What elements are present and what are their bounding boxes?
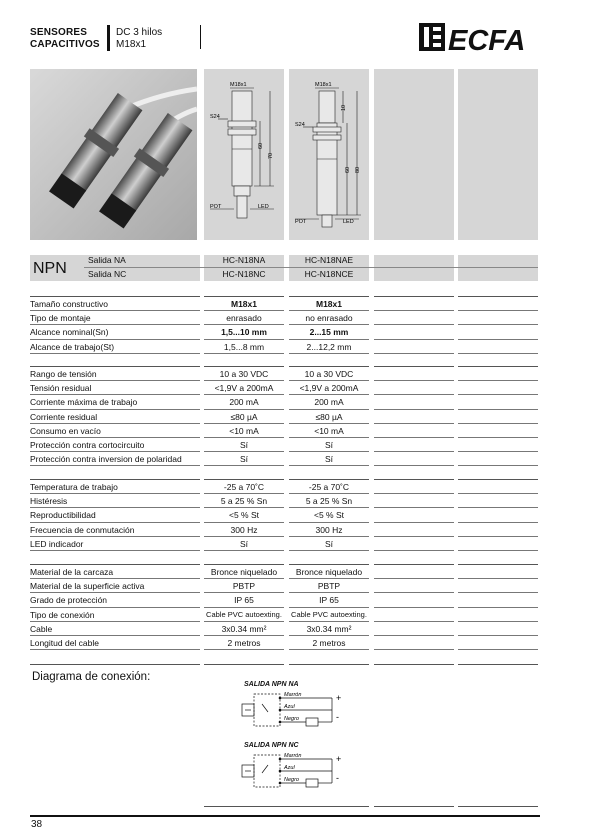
table-rule (458, 451, 538, 452)
model-nc-2: HC-N18NCE (304, 269, 354, 279)
spec-value: 1,5...8 mm (223, 341, 265, 352)
table-rule (374, 310, 454, 311)
na-plus: + (336, 693, 342, 703)
spec-value: <10 mA (314, 425, 344, 436)
table-rule (374, 493, 454, 494)
spec-value: Sí (239, 538, 249, 549)
table-rule (374, 578, 454, 579)
spec-value: 5 a 25 % Sn (305, 496, 353, 507)
nc-wire-brown: Marrón (284, 753, 302, 759)
table-rule (289, 649, 369, 650)
drawing2-led: LED (343, 219, 354, 225)
table-rule (458, 394, 538, 395)
nc-wire-black: Negro (284, 777, 299, 783)
model-na-1: HC-N18NA (222, 255, 266, 265)
drawing-column-4 (458, 69, 538, 240)
spec-label: LED indicador (30, 538, 84, 549)
nc-wire-blue: Azul (284, 765, 295, 771)
nc-plus: + (336, 754, 342, 764)
spec-value: M18x1 (316, 299, 342, 309)
spec-value: ≤80 µA (230, 411, 258, 422)
table-rule (458, 339, 538, 340)
table-rule (458, 664, 538, 665)
spec-value: 200 mA (314, 397, 344, 408)
table-rule (30, 664, 200, 665)
na-wire-brown: Marrón (284, 692, 302, 698)
spec-label: Tipo de conexión (30, 609, 95, 620)
spec-label: Cable (30, 623, 53, 634)
section-subtitle: DC 3 hilos M18x1 (116, 27, 163, 50)
table-rule (458, 353, 538, 354)
table-rule (458, 536, 538, 537)
dimension-drawing-2 (289, 69, 369, 240)
table-rule (374, 353, 454, 354)
table-rule (30, 649, 200, 650)
spec-value: 1,5...10 mm (221, 327, 267, 338)
drawing1-dim-b: 70 (268, 152, 274, 159)
spec-label: Grado de protección (30, 595, 108, 606)
table-rule (30, 465, 200, 466)
spec-value: Sí (324, 538, 334, 549)
diagram-rule-1 (204, 806, 369, 807)
drawing1-thread: M18x1 (230, 82, 247, 88)
table-rule (204, 550, 284, 551)
table-rule (458, 479, 538, 480)
header-divider-thin (200, 25, 201, 49)
output-na-label: Salida NA (88, 255, 126, 265)
table-rule (374, 550, 454, 551)
nc-minus: - (336, 773, 339, 783)
spec-value: 3x0.34 mm² (221, 623, 267, 634)
table-rule (204, 465, 284, 466)
table-rule (374, 394, 454, 395)
spec-value: Sí (239, 440, 249, 450)
header-divider (107, 25, 110, 51)
spec-value: IP 65 (319, 595, 339, 606)
table-rule (374, 621, 454, 622)
table-rule (30, 621, 200, 622)
drawing2-dim-top: 10 (341, 104, 347, 111)
spec-label: Protección contra inversion de polaridad (30, 454, 182, 465)
drawing1-dim-a: 60 (258, 142, 264, 149)
table-rule (374, 564, 454, 565)
table-rule (374, 507, 454, 508)
table-rule (289, 550, 369, 551)
table-rule (374, 649, 454, 650)
table-rule (458, 310, 538, 311)
na-wire-blue: Azul (284, 704, 295, 710)
spec-value: <1,9V a 200mA (299, 383, 359, 394)
spec-value: PBTP (317, 581, 341, 592)
drawing2-nut: S24 (295, 122, 305, 128)
wiring-diagram-na (240, 690, 360, 730)
drawing2-thread: M18x1 (315, 82, 332, 88)
spec-value: Sí (324, 440, 334, 450)
spec-value: <5 % St (313, 510, 344, 521)
table-rule (458, 423, 538, 424)
spec-value: Bronce niquelado (295, 567, 363, 577)
diagram-rule-2 (374, 806, 454, 807)
spec-value: ≤80 µA (315, 411, 343, 422)
spec-label: Rango de tensión (30, 369, 97, 379)
dimension-drawing-1 (204, 69, 284, 240)
footer-rule (30, 815, 540, 817)
table-rule (374, 437, 454, 438)
drawing2-pot: POT (295, 219, 307, 225)
table-rule (458, 324, 538, 325)
spec-value: 2 metros (227, 638, 261, 648)
drawing2-dim-a: 60 (345, 166, 351, 173)
spec-label: Longitud del cable (30, 638, 100, 648)
table-rule (458, 493, 538, 494)
table-rule (374, 664, 454, 665)
spec-value: <1,9V a 200mA (214, 383, 274, 394)
spec-value: Sí (239, 454, 249, 465)
spec-label: Frecuencia de conmutación (30, 524, 135, 535)
table-rule (458, 607, 538, 608)
wiring-diagram-nc (240, 751, 360, 791)
table-rule (374, 423, 454, 424)
table-rule (374, 409, 454, 410)
spec-value: enrasado (226, 313, 262, 324)
spec-label: Consumo en vacío (30, 425, 101, 436)
spec-label: Temperatura de trabajo (30, 482, 118, 492)
table-rule (374, 607, 454, 608)
table-rule (374, 339, 454, 340)
drawing1-pot: POT (210, 204, 222, 210)
table-rule (458, 564, 538, 565)
spec-value: 3x0.34 mm² (306, 623, 352, 634)
spec-value: <5 % St (228, 510, 259, 521)
model-na-2: HC-N18NAE (304, 255, 354, 265)
model-header-col3 (374, 255, 454, 281)
spec-value: M18x1 (231, 299, 257, 309)
na-minus: - (336, 712, 339, 722)
table-rule (30, 550, 200, 551)
spec-value: <10 mA (229, 425, 259, 436)
output-nc-label: Salida NC (88, 269, 127, 279)
spec-value: Cable PVC autoexting. (206, 609, 282, 619)
table-rule (458, 380, 538, 381)
spec-value: PBTP (232, 581, 256, 592)
table-rule (30, 353, 200, 354)
model-nc-1: HC-N18NC (222, 269, 266, 279)
diagram-na-title: SALIDA NPN NA (244, 681, 299, 688)
section-title: SENSORES CAPACITIVOS (30, 27, 100, 50)
table-rule (374, 635, 454, 636)
table-rule (458, 621, 538, 622)
spec-value: Sí (324, 454, 334, 465)
spec-label: Alcance de trabajo(St) (30, 341, 115, 352)
table-rule (374, 451, 454, 452)
table-rule (458, 296, 538, 297)
table-rule (374, 380, 454, 381)
table-rule (374, 324, 454, 325)
table-rule (204, 649, 284, 650)
spec-label: Corriente residual (30, 411, 98, 422)
spec-value: 300 Hz (315, 524, 343, 535)
table-rule (289, 353, 369, 354)
table-rule (374, 479, 454, 480)
drawing-column-3 (374, 69, 454, 240)
spec-value: Bronce niquelado (210, 567, 278, 577)
table-rule (289, 465, 369, 466)
spec-label: Protección contra cortocircuito (30, 440, 145, 450)
table-rule (374, 592, 454, 593)
diagram-nc-title: SALIDA NPN NC (244, 742, 299, 749)
table-rule (458, 649, 538, 650)
spec-label: Tamaño constructivo (30, 299, 108, 309)
spec-value: 5 a 25 % Sn (220, 496, 268, 507)
spec-label: Histéresis (30, 496, 68, 507)
spec-value: 300 Hz (230, 524, 258, 535)
spec-value: 2...15 mm (309, 327, 349, 338)
spec-value: 2 metros (312, 638, 346, 648)
table-rule (204, 664, 284, 665)
table-rule (374, 366, 454, 367)
spec-value: IP 65 (234, 595, 254, 606)
spec-value: 10 a 30 VDC (304, 369, 354, 379)
table-rule (458, 409, 538, 410)
spec-label: Tipo de montaje (30, 313, 91, 324)
spec-value: 2...12,2 mm (306, 341, 352, 352)
table-rule (458, 578, 538, 579)
na-wire-black: Negro (284, 716, 299, 722)
diagram-title: Diagrama de conexión: (32, 671, 151, 683)
logo-text: ECFA (448, 25, 526, 54)
table-rule (458, 437, 538, 438)
table-rule (458, 550, 538, 551)
spec-value: -25 a 70˚C (223, 482, 265, 492)
table-rule (374, 536, 454, 537)
spec-label: Corriente máxima de trabajo (30, 397, 138, 408)
output-type: NPN (33, 260, 67, 277)
spec-label: Alcance nominal(Sn) (30, 327, 109, 338)
spec-value: Cable PVC autoexting. (291, 609, 367, 619)
drawing1-nut: S24 (210, 114, 220, 120)
page-number: 38 (31, 819, 43, 830)
spec-value: 10 a 30 VDC (219, 369, 269, 379)
table-rule (458, 507, 538, 508)
model-header-col4 (458, 255, 538, 281)
table-rule (458, 635, 538, 636)
table-rule (458, 592, 538, 593)
spec-label: Reproductibilidad (30, 510, 96, 521)
spec-value: 200 mA (229, 397, 259, 408)
table-rule (374, 465, 454, 466)
table-rule (289, 664, 369, 665)
table-rule (204, 353, 284, 354)
spec-label: Material de la superficie activa (30, 581, 145, 592)
table-rule (374, 296, 454, 297)
spec-label: Material de la carcaza (30, 567, 114, 577)
drawing1-led: LED (258, 204, 269, 210)
spec-label: Tensión residual (30, 383, 92, 394)
spec-value: -25 a 70˚C (308, 482, 350, 492)
spec-value: no enrasado (305, 313, 353, 324)
table-rule (374, 522, 454, 523)
table-rule (458, 522, 538, 523)
product-photo (30, 69, 197, 240)
table-rule (458, 465, 538, 466)
diagram-rule-3 (458, 806, 538, 807)
drawing2-dim-b: 80 (355, 166, 361, 173)
ecfa-logo (418, 20, 538, 54)
table-rule (458, 366, 538, 367)
